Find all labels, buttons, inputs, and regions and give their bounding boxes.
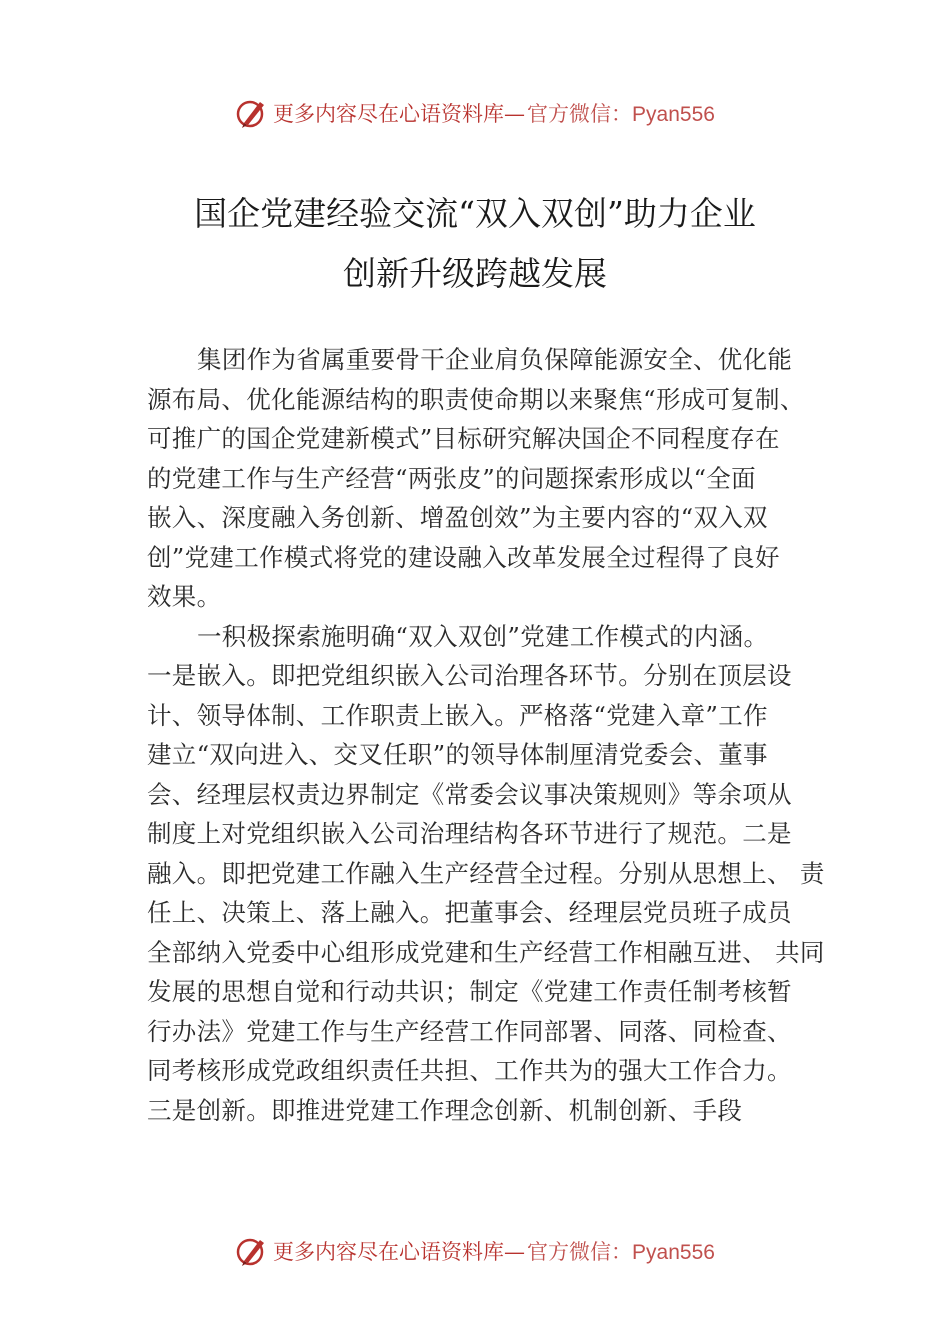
body-line: 全部纳入党委中心组形成党建和生产经营工作相融互进、 共同	[147, 937, 825, 967]
body-line: 一积极探索施明确“双入双创”党建工作模式的内涵。	[197, 621, 769, 651]
body-line: 源布局、优化能源结构的职责使命期以来聚焦“形成可复制、	[147, 384, 805, 414]
body-line: 建立“双向进入、交叉任职”的领导体制厘清党委会、董事	[147, 740, 768, 769]
body-line: 同考核形成党政组织责任共担、工作共为的强大工作合力。	[147, 1056, 792, 1085]
watermark-footer	[0, 1234, 950, 1268]
watermark-text: 更多内容尽在心语资料库—	[273, 1240, 526, 1264]
body-line: 计、领导体制、工作职责上嵌入。严格落“党建入章”工作	[147, 700, 768, 730]
body-line: 制度上对党组织嵌入公司治理结构各环节进行了规范。二是	[147, 819, 792, 848]
body-line: 效果。	[147, 582, 222, 611]
pen-logo-icon	[235, 96, 269, 130]
body-line: 可推广的国企党建新模式”目标研究解决国企不同程度存在	[147, 424, 780, 453]
document-body	[147, 340, 827, 1130]
body-line: 融入。即把党建工作融入生产经营全过程。分别从思想上、 责	[147, 858, 825, 888]
watermark-contact: 官方微信：Pyan556	[527, 103, 715, 126]
document-title	[100, 184, 850, 304]
pen-logo-icon	[235, 1234, 269, 1268]
body-line: 会、经理层权责边界制定《常委会议事决策规则》等余项从	[147, 779, 792, 809]
body-line: 一是嵌入。即把党组织嵌入公司治理各环节。分别在顶层设	[147, 661, 792, 690]
body-line: 任上、决策上、落上融入。把董事会、经理层党员班子成员	[147, 898, 792, 927]
title-line-1: 国企党建经验交流“双入双创”助力企业	[194, 194, 756, 233]
body-line: 集团作为省属重要骨干企业肩负保障能源安全、优化能	[197, 345, 793, 374]
body-line: 三是创新。即推进党建工作理念创新、机制创新、手段	[147, 1095, 743, 1125]
title-line-2: 创新升级跨越发展	[343, 254, 607, 293]
body-line: 创”党建工作模式将党的建设融入改革发展全过程得了良好	[147, 542, 780, 572]
watermark-text: 更多内容尽在心语资料库—	[273, 102, 526, 126]
body-line: 嵌入、深度融入务创新、增盈创效”为主要内容的“双入双	[147, 503, 768, 532]
watermark-header	[0, 96, 950, 130]
body-line: 发展的思想自觉和行动共识；制定《党建工作责任制考核暂	[147, 977, 792, 1006]
body-line: 行办法》党建工作与生产经营工作同部署、同落、同检查、	[147, 1016, 792, 1046]
watermark-contact: 官方微信：Pyan556	[527, 1241, 715, 1264]
body-line: 的党建工作与生产经营“两张皮”的问题探索形成以“全面	[147, 463, 756, 493]
